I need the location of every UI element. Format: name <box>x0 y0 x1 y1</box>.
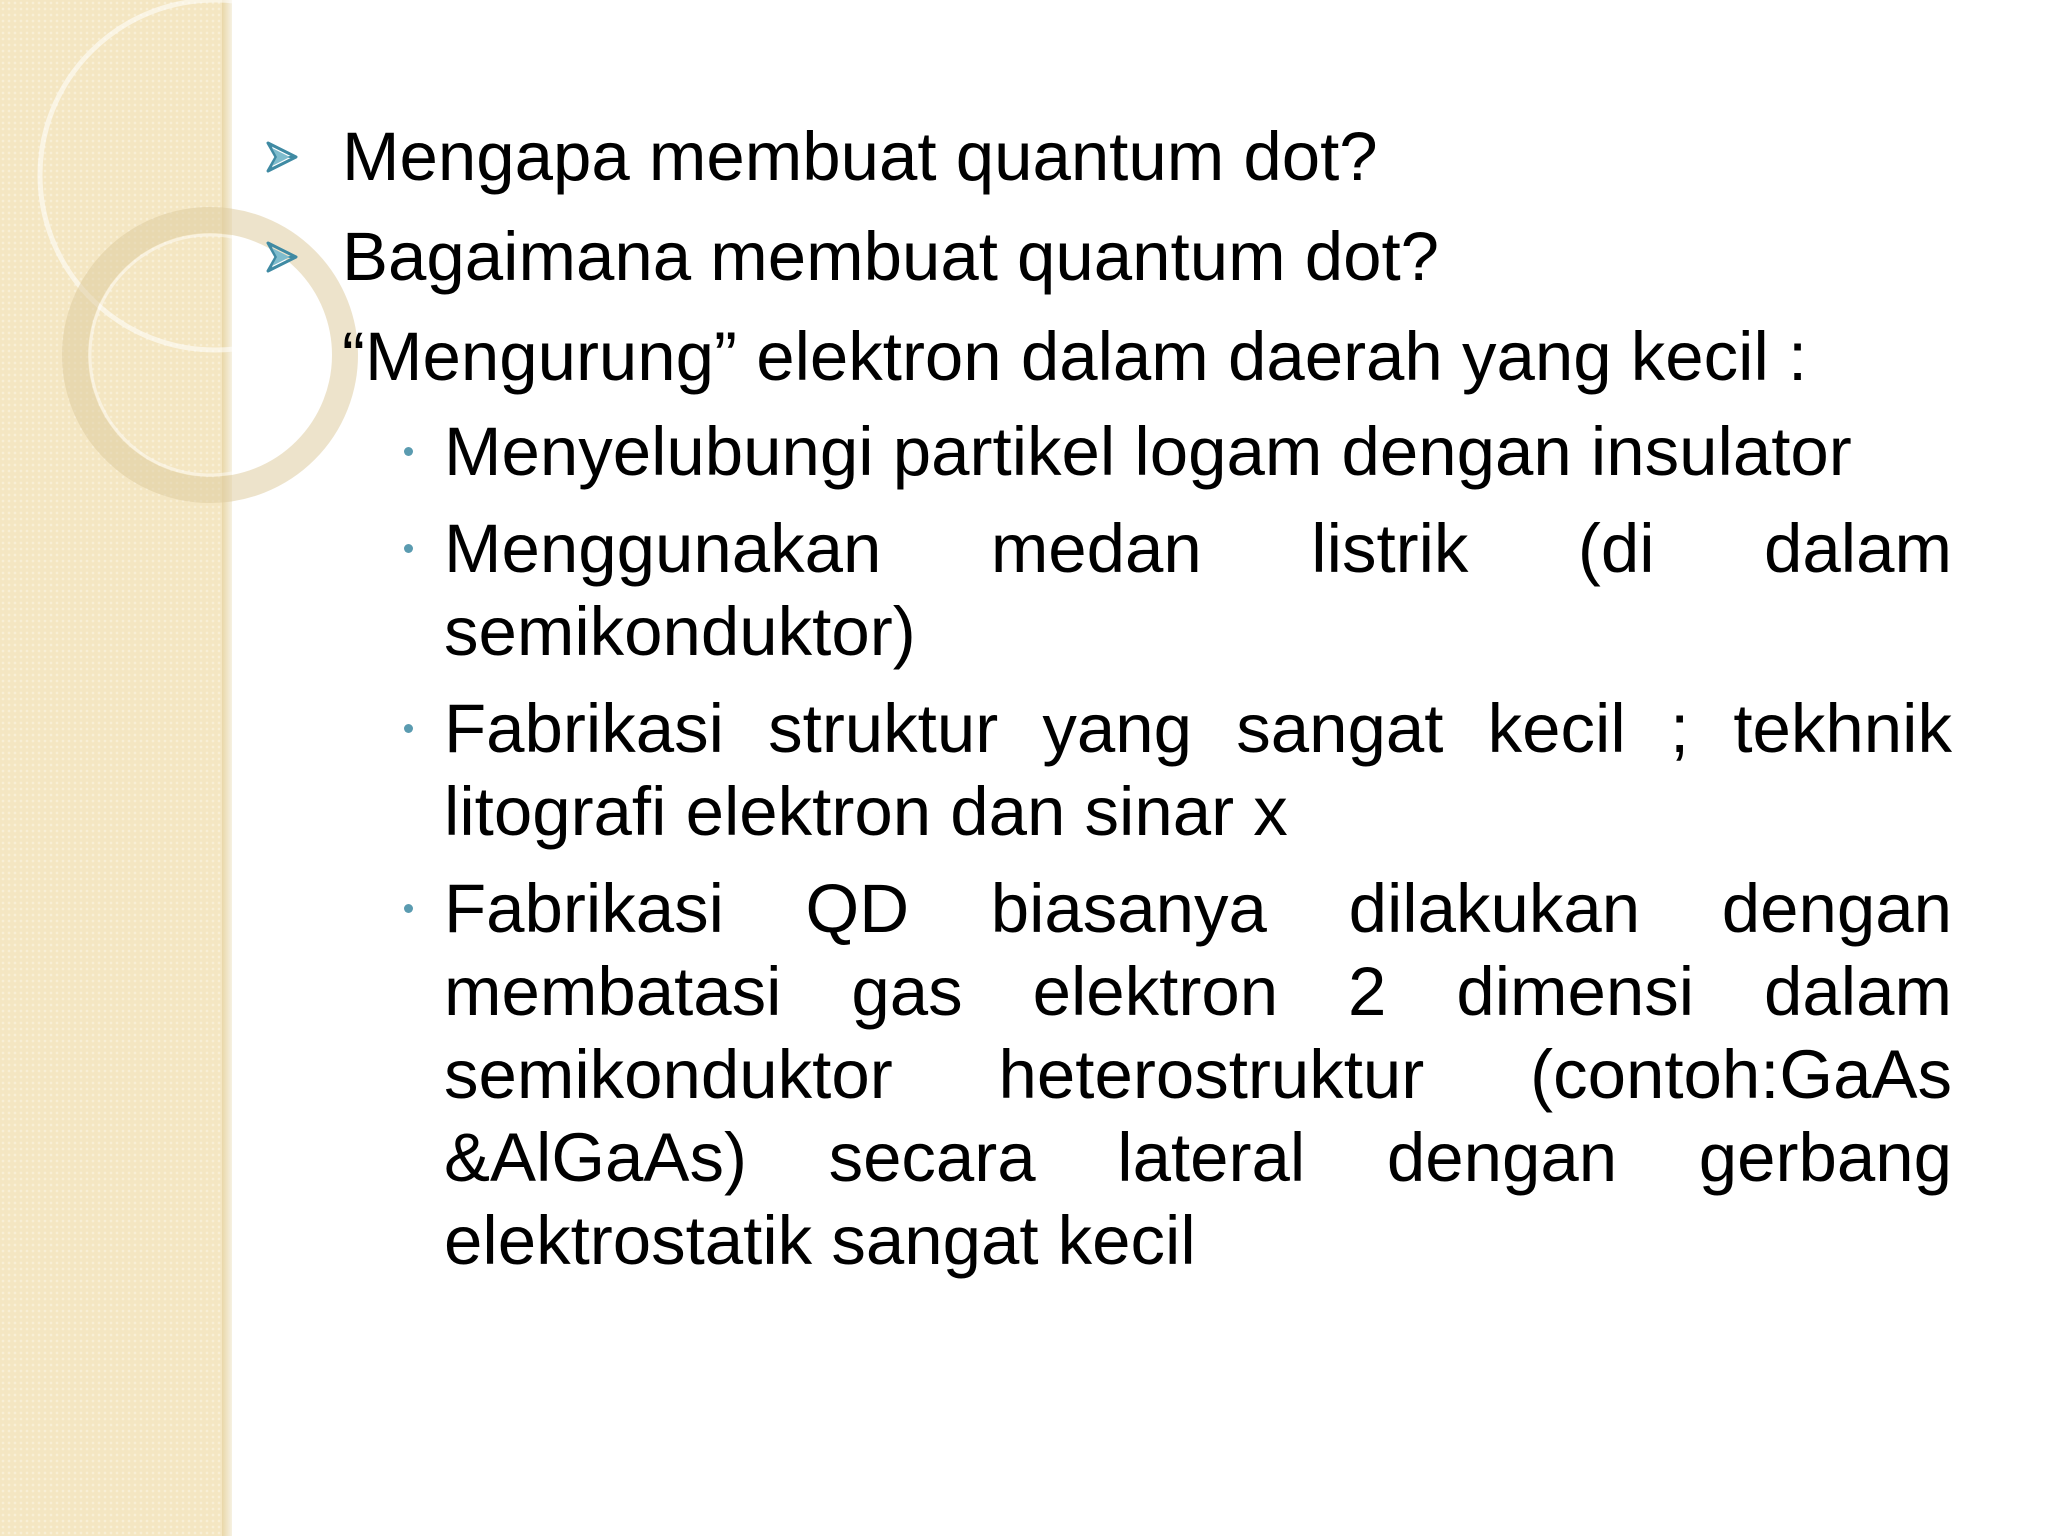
dot-bullet-icon <box>400 507 444 590</box>
arrow-bullet-icon <box>262 108 342 206</box>
sub-bullet-item <box>262 867 1952 1282</box>
slide-content <box>262 108 1952 1282</box>
sub-bullet-text: Fabrikasi struktur yang sangat kecil ; tekhnik litografi elektron dan sinar x <box>444 690 1952 850</box>
intro-line: “Mengurung” elektron dalam daerah yang kecil : <box>342 318 1808 395</box>
bullet-text: Bagaimana membuat quantum dot? <box>342 218 1440 295</box>
bullet-level1-item <box>262 208 1952 306</box>
bullet-text: Mengapa membuat quantum dot? <box>342 118 1378 195</box>
dot-bullet-icon <box>400 410 444 493</box>
side-band-edge <box>222 0 232 1536</box>
sub-bullet-item <box>262 687 1952 853</box>
sub-bullet-text: Fabrikasi QD biasanya dilakukan dengan membatasi gas elektron 2 dimensi dalam semikonduktor heterostruktur (contoh:GaAs &AlGaAs) secara lateral dengan gerbang elektrostatik sangat kecil <box>444 870 1952 1279</box>
sub-bullet-item <box>262 410 1952 493</box>
sub-bullet-text: Menggunakan medan listrik (di dalam semikonduktor) <box>444 510 1952 670</box>
arrow-bullet-icon <box>262 208 342 306</box>
sub-bullet-text: Menyelubungi partikel logam dengan insulator <box>444 413 1852 490</box>
dot-bullet-icon <box>400 867 444 950</box>
bullet-level1-item <box>262 108 1952 206</box>
sub-bullet-item <box>262 507 1952 673</box>
decorative-side-band <box>0 0 228 1536</box>
dot-bullet-icon <box>400 687 444 770</box>
